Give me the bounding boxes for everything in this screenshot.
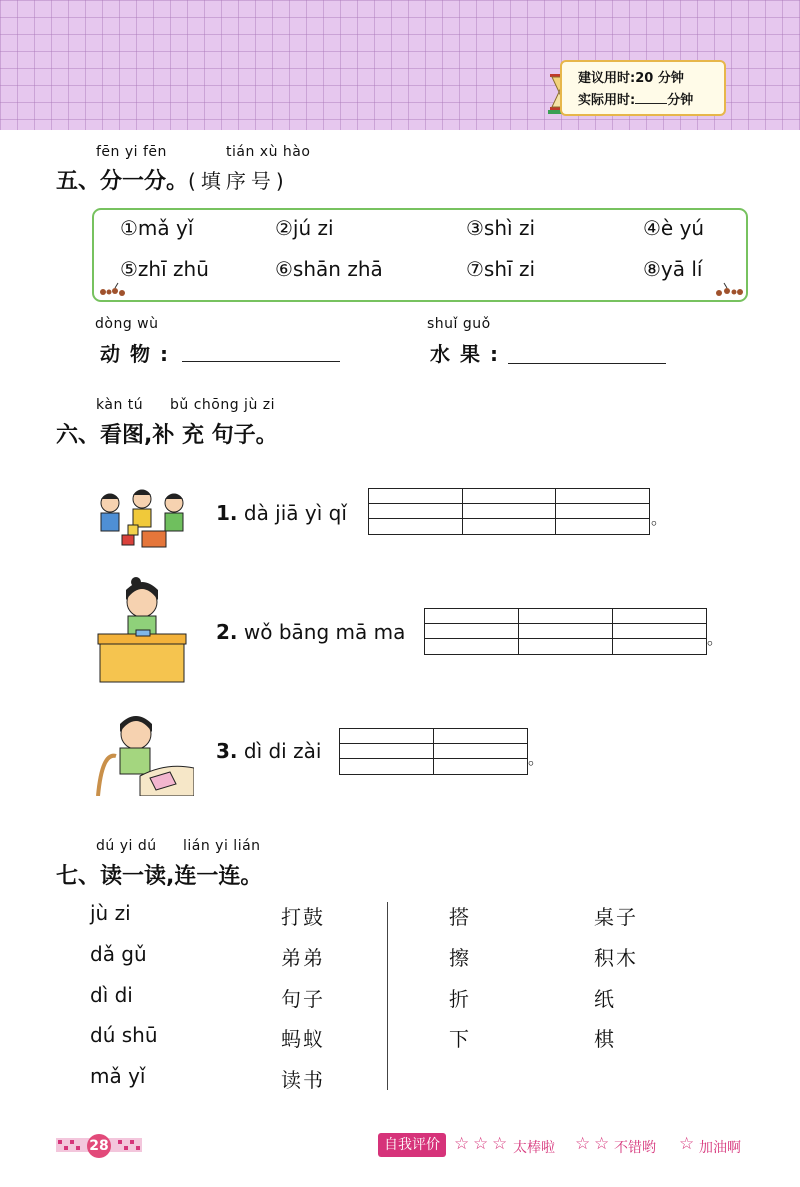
- right-verb-item[interactable]: 擦: [449, 946, 471, 970]
- period-2: 。: [707, 629, 724, 648]
- left-pinyin-item[interactable]: dì di: [90, 983, 133, 1007]
- star-icon[interactable]: ☆: [454, 1134, 470, 1154]
- right-verb-item[interactable]: 搭: [449, 905, 471, 929]
- rating-good: 不错哟: [614, 1140, 656, 1156]
- boy-folding-paper-illustration: [96, 712, 194, 796]
- column-divider: [387, 902, 388, 1090]
- actual-time-blank[interactable]: [635, 103, 667, 104]
- right-verb-item[interactable]: 折: [449, 987, 471, 1011]
- star-icon[interactable]: ☆: [575, 1134, 591, 1154]
- section7-title: 七、读一读,连一连。: [56, 864, 263, 889]
- pinyin-dongwu: dòng wù: [95, 316, 159, 332]
- left-pinyin-item[interactable]: jù zi: [90, 901, 131, 925]
- star-icon[interactable]: ☆: [492, 1134, 508, 1154]
- suggested-time: 建议用时:20 分钟: [578, 71, 684, 86]
- right-noun-item[interactable]: 棋: [594, 1027, 616, 1051]
- pinyin-buchong: bǔ chōng jù zi: [170, 397, 276, 413]
- pinyin-fenyifen: fēn yi fēn: [96, 144, 167, 160]
- option-2: ②jú zi: [275, 216, 334, 240]
- pinyin-lianyilian: lián yi lián: [183, 838, 261, 854]
- left-pinyin-item[interactable]: dú shū: [90, 1023, 158, 1047]
- right-noun-item[interactable]: 积木: [594, 946, 638, 970]
- girl-wiping-table-illustration: [96, 576, 188, 686]
- pinyin-kantu: kàn tú: [96, 397, 144, 413]
- writing-grid-1[interactable]: [368, 488, 650, 535]
- option-5: ⑤zhī zhū: [120, 257, 209, 281]
- right-noun-item[interactable]: 桌子: [594, 905, 638, 929]
- ant-icon: [714, 280, 744, 300]
- period-3: 。: [528, 749, 545, 768]
- rating-great: 太棒啦: [513, 1140, 555, 1156]
- option-1: ①mǎ yǐ: [120, 216, 194, 240]
- left-pinyin-item[interactable]: mǎ yǐ: [90, 1064, 146, 1088]
- writing-grid-2[interactable]: [424, 608, 707, 655]
- kids-building-blocks-illustration: [92, 487, 192, 549]
- writing-grid-3[interactable]: [339, 728, 528, 775]
- star-icon[interactable]: ☆: [473, 1134, 489, 1154]
- fruits-answer-line[interactable]: [508, 363, 666, 364]
- ant-icon: [98, 280, 128, 300]
- left-hanzi-item[interactable]: 句子: [281, 987, 325, 1011]
- left-hanzi-item[interactable]: 打鼓: [281, 905, 325, 929]
- section6-title: 六、看图,补 充 句子。: [56, 423, 278, 448]
- time-box: [560, 60, 726, 116]
- option-4: ④è yú: [643, 216, 705, 240]
- option-8: ⑧yā lí: [643, 257, 703, 281]
- left-pinyin-item[interactable]: dǎ gǔ: [90, 942, 147, 966]
- pinyin-duyidu: dú yi dú: [96, 838, 157, 854]
- option-3: ③shì zi: [466, 216, 535, 240]
- question-3: 3. dì di zài: [216, 739, 322, 763]
- animals-answer-line[interactable]: [182, 361, 340, 362]
- question-1: 1. dà jiā yì qǐ: [216, 501, 347, 525]
- period-1: 。: [651, 509, 668, 528]
- left-hanzi-item[interactable]: 读书: [281, 1068, 325, 1092]
- right-noun-item[interactable]: 纸: [594, 987, 616, 1011]
- option-7: ⑦shī zi: [466, 257, 535, 281]
- pinyin-shuiguo: shuǐ guǒ: [427, 316, 491, 332]
- fruits-label: 水果:: [430, 342, 508, 366]
- self-eval-badge: 自我评价: [378, 1133, 446, 1157]
- actual-time: 实际用时: 分钟: [578, 93, 694, 108]
- left-hanzi-item[interactable]: 弟弟: [281, 946, 325, 970]
- right-verb-item[interactable]: 下: [449, 1027, 471, 1051]
- rating-try: 加油啊: [699, 1140, 741, 1156]
- star-icon[interactable]: ☆: [679, 1134, 695, 1154]
- page-number: 28: [87, 1134, 111, 1158]
- star-icon[interactable]: ☆: [594, 1134, 610, 1154]
- left-hanzi-item[interactable]: 蚂蚁: [281, 1027, 325, 1051]
- question-2: 2. wǒ bāng mā ma: [216, 620, 406, 644]
- option-6: ⑥shān zhā: [275, 257, 383, 281]
- section5-title: 五、分一分。(填序号): [56, 169, 289, 194]
- animals-label: 动物:: [100, 342, 178, 366]
- pinyin-tianxuhao: tián xù hào: [226, 144, 311, 160]
